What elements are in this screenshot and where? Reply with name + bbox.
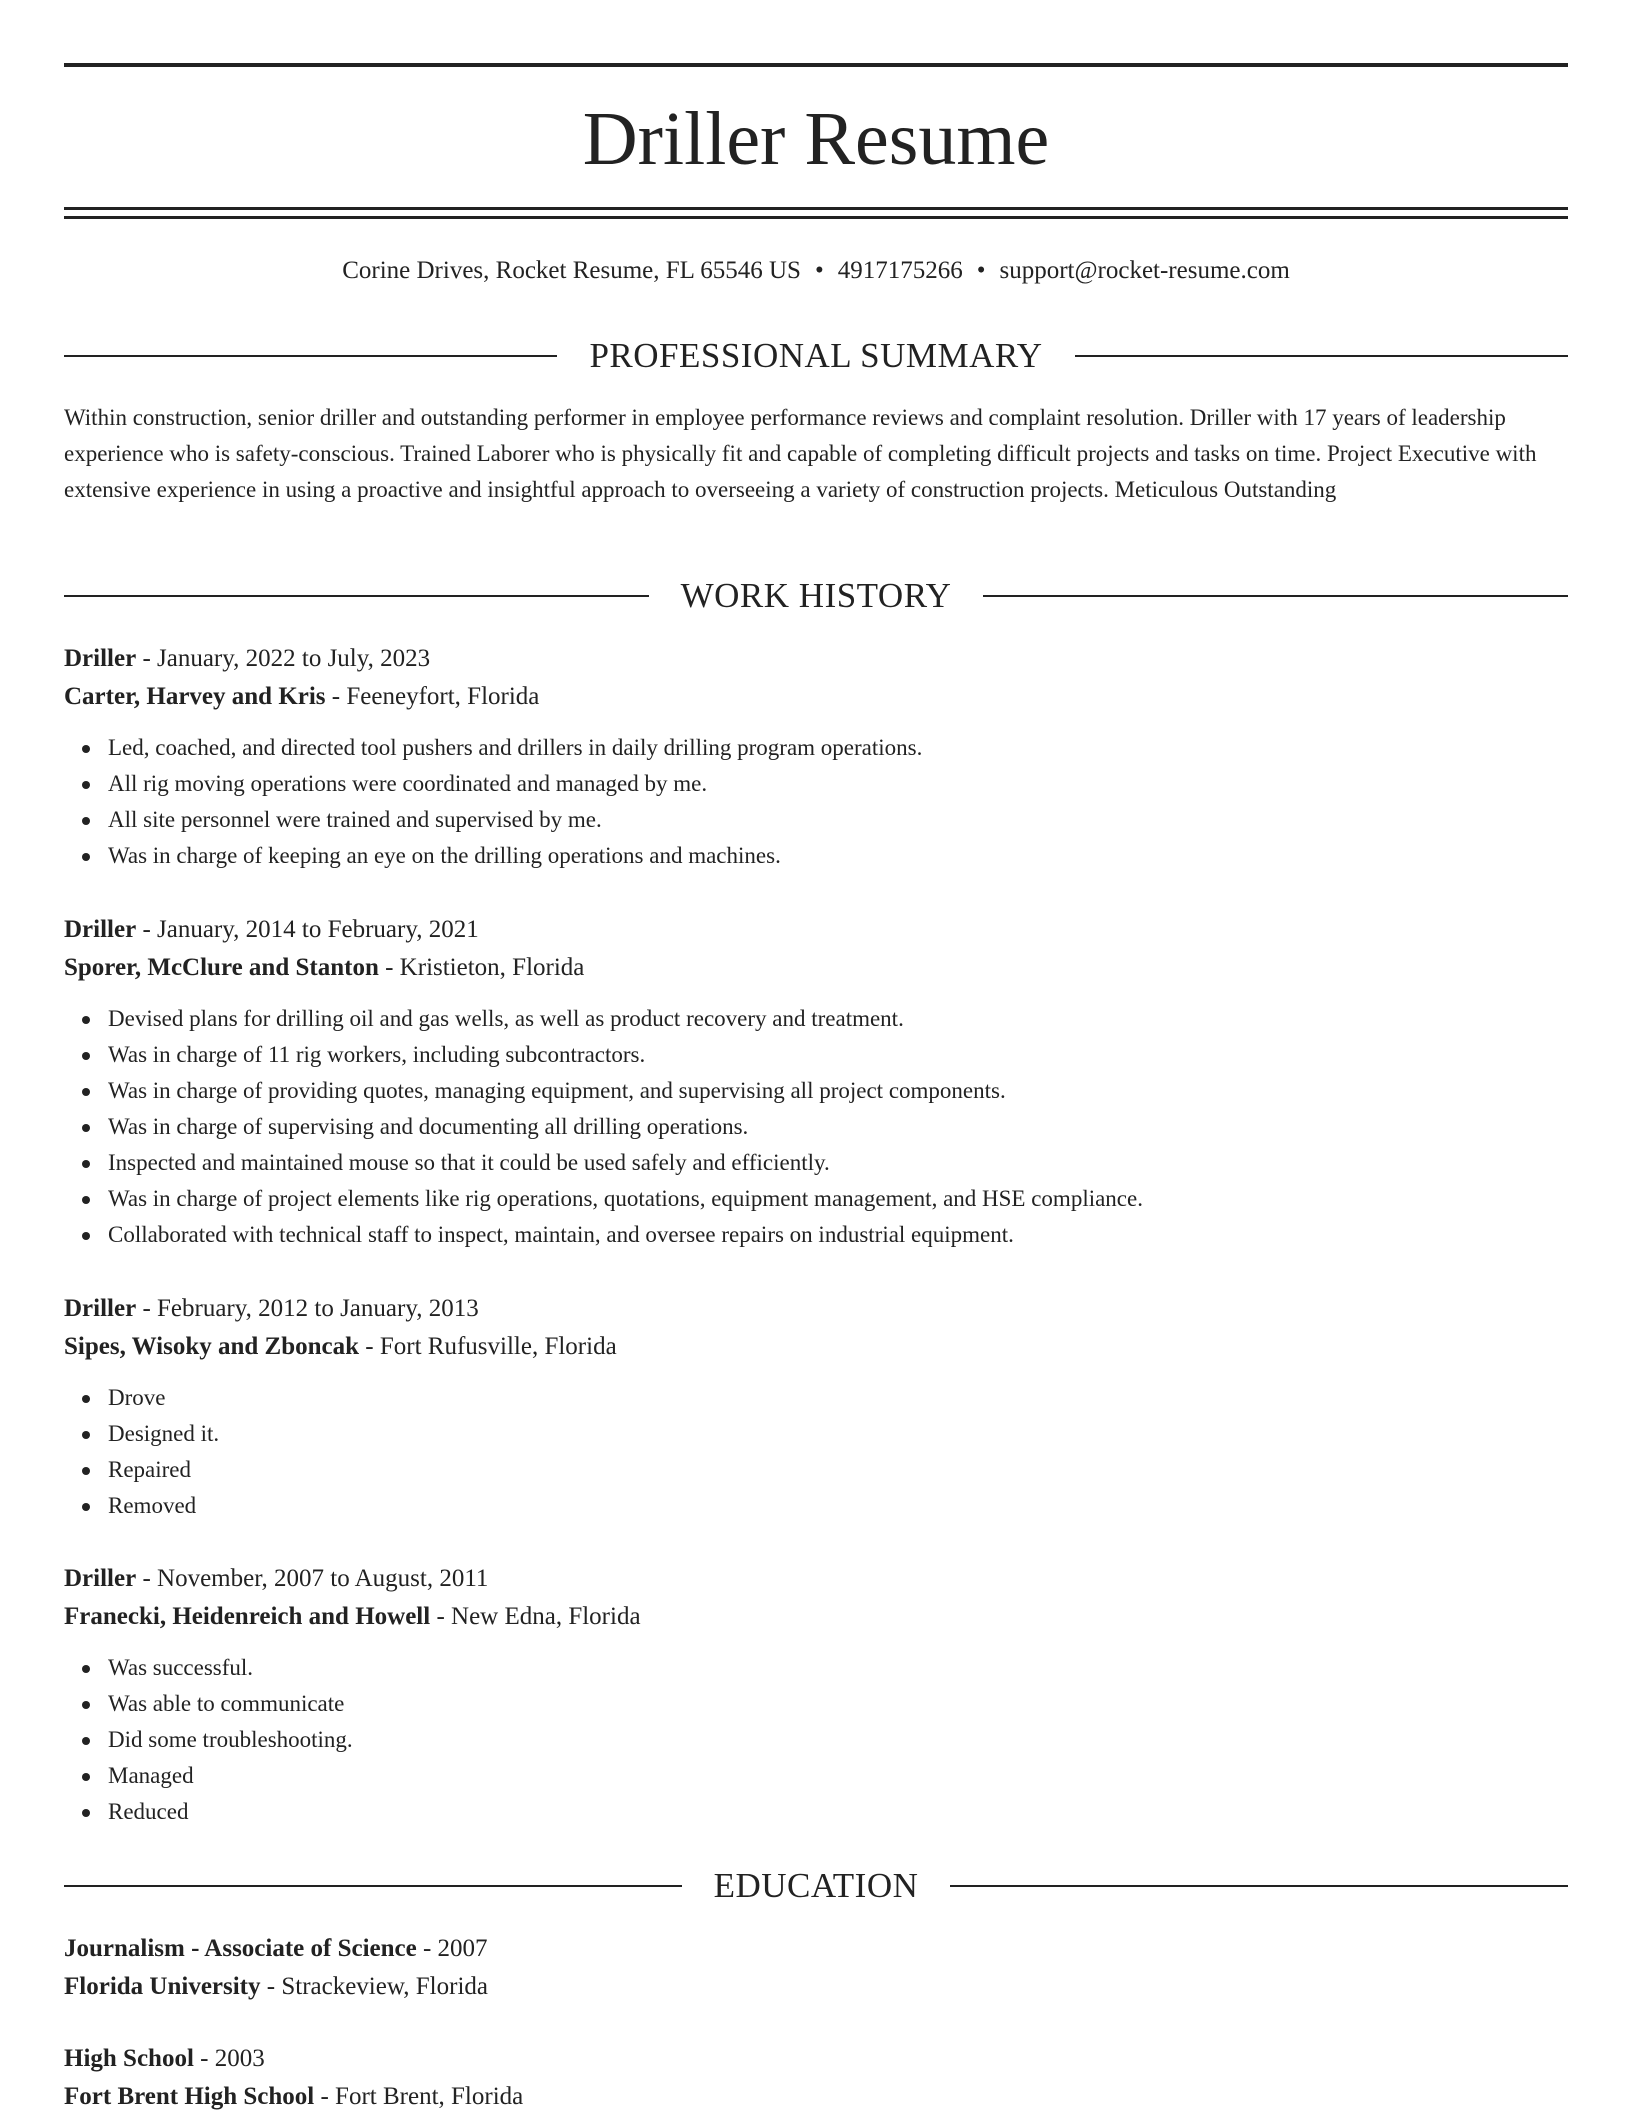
section-heading-work-history bbox=[64, 574, 1568, 618]
job-dates: - February, 2012 to January, 2013 bbox=[136, 1295, 479, 1322]
bullet-item: Was able to communicate bbox=[108, 1686, 1568, 1722]
job-company: Franecki, Heidenreich and Howell bbox=[64, 1603, 431, 1630]
bullet-item: Collaborated with technical staff to inspect, maintain, and oversee repairs on industrial equipment. bbox=[108, 1217, 1568, 1253]
bullet-item: Was successful. bbox=[108, 1650, 1568, 1686]
bullet-item: Did some troubleshooting. bbox=[108, 1722, 1568, 1758]
job-bullets bbox=[64, 1001, 1568, 1253]
contact-address: Corine Drives, Rocket Resume, FL 65546 US bbox=[342, 257, 801, 284]
section-heading-education bbox=[64, 1864, 1568, 1908]
bullet-item: Led, coached, and directed tool pushers and drillers in daily drilling program operations. bbox=[108, 730, 1568, 766]
job-entry bbox=[64, 911, 1568, 1253]
job-location: - Kristieton, Florida bbox=[378, 954, 585, 981]
education-location: - Fort Brent, Florida bbox=[314, 2083, 524, 2110]
bullet-item: Inspected and maintained mouse so that it could be used safely and efficiently. bbox=[108, 1145, 1568, 1181]
heading-rule-right bbox=[950, 1885, 1568, 1887]
education-school: Florida University bbox=[64, 1973, 261, 2000]
job-bullets bbox=[64, 730, 1568, 874]
job-entry bbox=[64, 1290, 1568, 1524]
job-title: Driller bbox=[64, 1295, 137, 1322]
job-entry bbox=[64, 640, 1568, 874]
job-company: Sporer, McClure and Stanton bbox=[64, 954, 379, 981]
bullet-item: Was in charge of providing quotes, managing equipment, and supervising all project components. bbox=[108, 1073, 1568, 1109]
bullet-item: All rig moving operations were coordinated and managed by me. bbox=[108, 766, 1568, 802]
section-title: PROFESSIONAL SUMMARY bbox=[589, 336, 1043, 375]
job-title-line bbox=[64, 911, 1568, 949]
heading-rule-left bbox=[64, 595, 649, 597]
job-title-line bbox=[64, 1290, 1568, 1328]
bullet-item: All site personnel were trained and supervised by me. bbox=[108, 802, 1568, 838]
education-school-line bbox=[64, 1968, 1568, 2006]
bullet-item: Was in charge of project elements like rig operations, quotations, equipment management, and HSE compliance. bbox=[108, 1181, 1568, 1217]
job-company: Sipes, Wisoky and Zboncak bbox=[64, 1333, 360, 1360]
heading-rule-right bbox=[983, 595, 1568, 597]
contact-phone: 4917175266 bbox=[837, 257, 963, 284]
education-year: - 2003 bbox=[193, 2045, 265, 2072]
heading-rule-left bbox=[64, 355, 557, 357]
education-degree-line bbox=[64, 2040, 1568, 2078]
bullet-item: Reduced bbox=[108, 1794, 1568, 1830]
job-dates: - November, 2007 to August, 2011 bbox=[136, 1565, 489, 1592]
education-degree: Journalism - Associate of Science bbox=[64, 1935, 417, 1962]
job-title-line bbox=[64, 640, 1568, 678]
education-entry bbox=[64, 1930, 1568, 2006]
heading-rule-left bbox=[64, 1885, 682, 1887]
job-location: - New Edna, Florida bbox=[430, 1603, 641, 1630]
job-location: - Fort Rufusville, Florida bbox=[359, 1333, 617, 1360]
contact-separator: • bbox=[976, 257, 986, 284]
education-year: - 2007 bbox=[416, 1935, 488, 1962]
heading-rule-right bbox=[1075, 355, 1568, 357]
job-title: Driller bbox=[64, 1565, 137, 1592]
bullet-item: Was in charge of 11 rig workers, including subcontractors. bbox=[108, 1037, 1568, 1073]
contact-line bbox=[64, 253, 1568, 289]
education-entry bbox=[64, 2040, 1568, 2116]
job-company-line bbox=[64, 678, 1568, 716]
bullet-item: Designed it. bbox=[108, 1416, 1568, 1452]
bullet-item: Removed bbox=[108, 1488, 1568, 1524]
job-company: Carter, Harvey and Kris bbox=[64, 683, 326, 710]
job-entry bbox=[64, 1560, 1568, 1830]
summary-text: Within construction, senior driller and outstanding performer in employee performance reviews and complaint resolution. Driller with 17 years of leadership experience who is safety-conscious. Trained Laborer who is physically fit and capable of completing difficult projects and tasks on time. Project Executive with extensive experience in using a proactive and insightful approach to overseeing a variety of construction projects. Meticulous Outstanding bbox=[64, 405, 1537, 502]
bullet-item: Repaired bbox=[108, 1452, 1568, 1488]
job-company-line bbox=[64, 1328, 1568, 1366]
job-bullets bbox=[64, 1650, 1568, 1830]
section-title: EDUCATION bbox=[713, 1866, 919, 1905]
job-dates: - January, 2014 to February, 2021 bbox=[136, 916, 479, 943]
bullet-item: Managed bbox=[108, 1758, 1568, 1794]
job-company-line bbox=[64, 949, 1568, 987]
job-bullets bbox=[64, 1380, 1568, 1524]
job-company-line bbox=[64, 1598, 1568, 1636]
job-title: Driller bbox=[64, 645, 137, 672]
top-rule bbox=[64, 63, 1568, 67]
education-school: Fort Brent High School bbox=[64, 2083, 315, 2110]
education-location: - Strackeview, Florida bbox=[260, 1973, 488, 2000]
resume-title: Driller Resume bbox=[582, 97, 1050, 181]
job-title-line bbox=[64, 1560, 1568, 1598]
bullet-item: Drove bbox=[108, 1380, 1568, 1416]
job-title: Driller bbox=[64, 916, 137, 943]
job-dates: - January, 2022 to July, 2023 bbox=[136, 645, 431, 672]
bullet-item: Was in charge of supervising and documenting all drilling operations. bbox=[108, 1109, 1568, 1145]
title-rule-upper bbox=[64, 207, 1568, 210]
title-rule-lower bbox=[64, 216, 1568, 219]
bullet-item: Was in charge of keeping an eye on the drilling operations and machines. bbox=[108, 838, 1568, 874]
contact-separator: • bbox=[814, 257, 824, 284]
education-school-line bbox=[64, 2078, 1568, 2116]
contact-email: support@rocket-resume.com bbox=[999, 257, 1290, 284]
education-degree: High School bbox=[64, 2045, 194, 2072]
section-title: WORK HISTORY bbox=[680, 576, 952, 615]
job-location: - Feeneyfort, Florida bbox=[325, 683, 540, 710]
bullet-item: Devised plans for drilling oil and gas wells, as well as product recovery and treatment. bbox=[108, 1001, 1568, 1037]
education-degree-line bbox=[64, 1930, 1568, 1968]
section-heading-summary bbox=[64, 334, 1568, 378]
